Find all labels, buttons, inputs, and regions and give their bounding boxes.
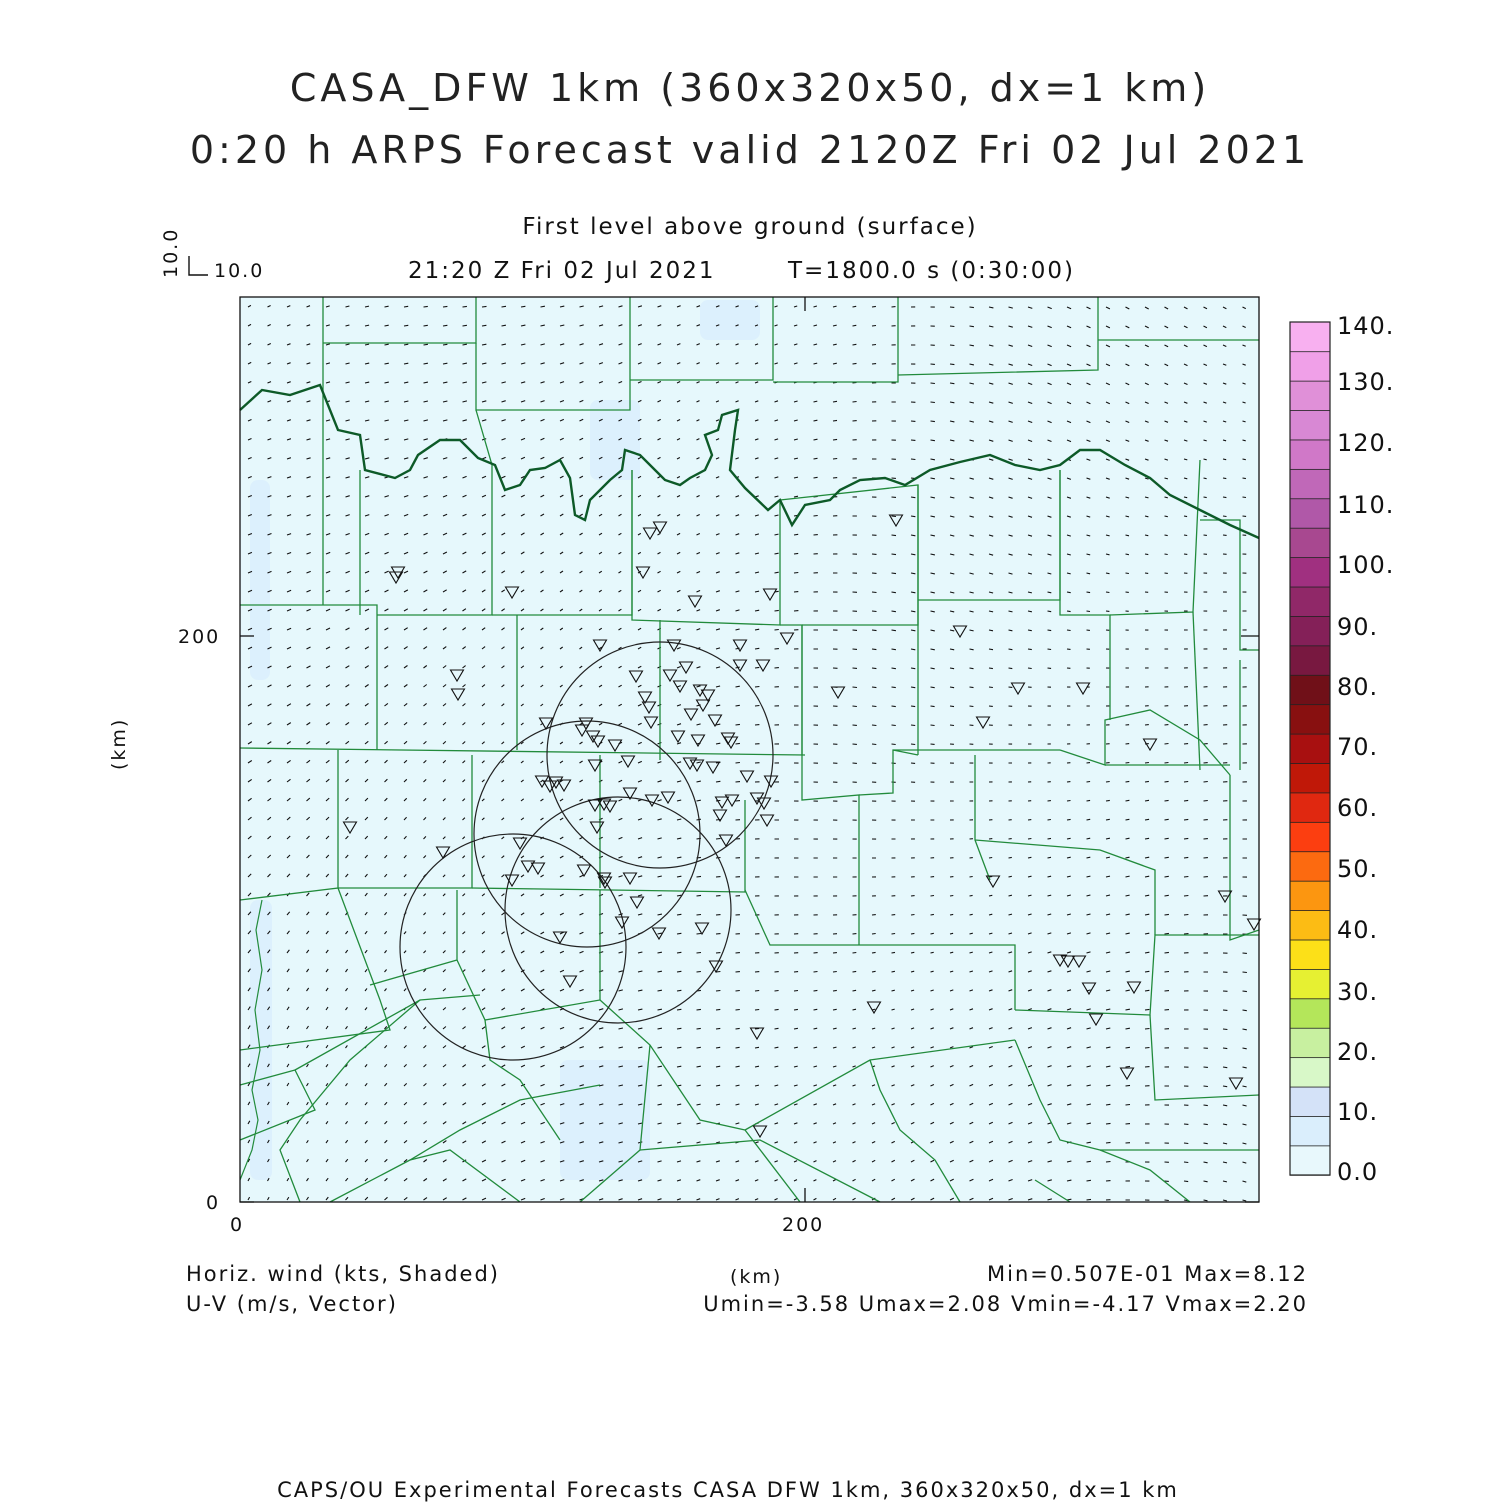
wind-shading-patch xyxy=(560,1060,650,1180)
colorbar-label: 140. xyxy=(1337,312,1395,340)
colorbar-segment xyxy=(1290,557,1330,587)
colorbar-segment xyxy=(1290,1087,1330,1117)
min-max-label: Min=0.507E-01 Max=8.12 xyxy=(987,1262,1308,1286)
colorbar-segment xyxy=(1290,881,1330,911)
valid-time-label: 21:20 Z Fri 02 Jul 2021 xyxy=(408,258,716,284)
plot-title-line2: 0:20 h ARPS Forecast valid 2120Z Fri 02 Jul 2021 xyxy=(189,128,1311,172)
colorbar-segment xyxy=(1290,940,1330,970)
shaded-field-label: Horiz. wind (kts, Shaded) xyxy=(186,1262,500,1286)
colorbar-label: 10. xyxy=(1337,1098,1379,1126)
colorbar-segment xyxy=(1290,969,1330,999)
colorbar-label: 100. xyxy=(1337,551,1395,579)
y-tick-200: 200 xyxy=(178,626,221,648)
colorbar-segment xyxy=(1290,793,1330,823)
colorbar-segment xyxy=(1290,734,1330,764)
colorbar-segment xyxy=(1290,999,1330,1029)
colorbar-segment xyxy=(1290,616,1330,646)
x-axis-label: (km) xyxy=(730,1266,783,1288)
wind-shading-patch xyxy=(590,400,640,480)
colorbar-segment xyxy=(1290,322,1330,352)
colorbar-segment xyxy=(1290,351,1330,381)
colorbar-label: 30. xyxy=(1337,978,1379,1006)
colorbar-segment xyxy=(1290,763,1330,793)
model-time-label: T=1800.0 s (0:30:00) xyxy=(788,258,1076,284)
reference-vector-x-label: 10.0 xyxy=(214,260,265,282)
colorbar-segment xyxy=(1290,851,1330,881)
colorbar-segment xyxy=(1290,1057,1330,1087)
wind-shading-patch xyxy=(700,300,760,340)
colorbar-label: 90. xyxy=(1337,613,1379,641)
x-tick-200: 200 xyxy=(782,1214,825,1236)
credit-line: CAPS/OU Experimental Forecasts CASA DFW 1km, 360x320x50, dx=1 km xyxy=(277,1478,1179,1502)
x-tick-0: 0 xyxy=(230,1214,245,1236)
colorbar-segment xyxy=(1290,498,1330,528)
reference-vector-y-label: 10.0 xyxy=(160,227,182,278)
colorbar-segment xyxy=(1290,440,1330,470)
colorbar-label: 130. xyxy=(1337,368,1395,396)
colorbar-label: 120. xyxy=(1337,429,1395,457)
colorbar-label: 70. xyxy=(1337,733,1379,761)
colorbar-label: 80. xyxy=(1337,673,1379,701)
colorbar-segment xyxy=(1290,381,1330,411)
colorbar-segment xyxy=(1290,1028,1330,1058)
vector-field-label: U-V (m/s, Vector) xyxy=(186,1292,398,1316)
colorbar-segment xyxy=(1290,587,1330,617)
colorbar-segment xyxy=(1290,646,1330,676)
reference-vector-key xyxy=(189,256,208,275)
colorbar-segment xyxy=(1290,1146,1330,1176)
uv-min-max-label: Umin=-3.58 Umax=2.08 Vmin=-4.17 Vmax=2.20 xyxy=(703,1292,1308,1316)
colorbar-label: 40. xyxy=(1337,916,1379,944)
colorbar-label: 110. xyxy=(1337,491,1395,519)
colorbar-label: 0.0 xyxy=(1337,1158,1379,1186)
colorbar-segment xyxy=(1290,1116,1330,1146)
colorbar-segment xyxy=(1290,910,1330,940)
colorbar-label: 60. xyxy=(1337,794,1379,822)
colorbar-segment xyxy=(1290,704,1330,734)
y-axis-label: (km) xyxy=(108,717,130,770)
plot-subtitle: First level above ground (surface) xyxy=(522,214,978,240)
colorbar-segment xyxy=(1290,675,1330,705)
colorbar-segment xyxy=(1290,410,1330,440)
colorbar-segment xyxy=(1290,822,1330,852)
colorbar-segment xyxy=(1290,528,1330,558)
colorbar-label: 20. xyxy=(1337,1038,1379,1066)
colorbar-label: 50. xyxy=(1337,855,1379,883)
colorbar-segment xyxy=(1290,469,1330,499)
y-tick-0: 0 xyxy=(206,1192,221,1214)
wind-shading-patch xyxy=(250,900,272,1180)
plot-title-line1: CASA_DFW 1km (360x320x50, dx=1 km) xyxy=(289,66,1211,110)
wind-shading-patch xyxy=(250,480,270,680)
